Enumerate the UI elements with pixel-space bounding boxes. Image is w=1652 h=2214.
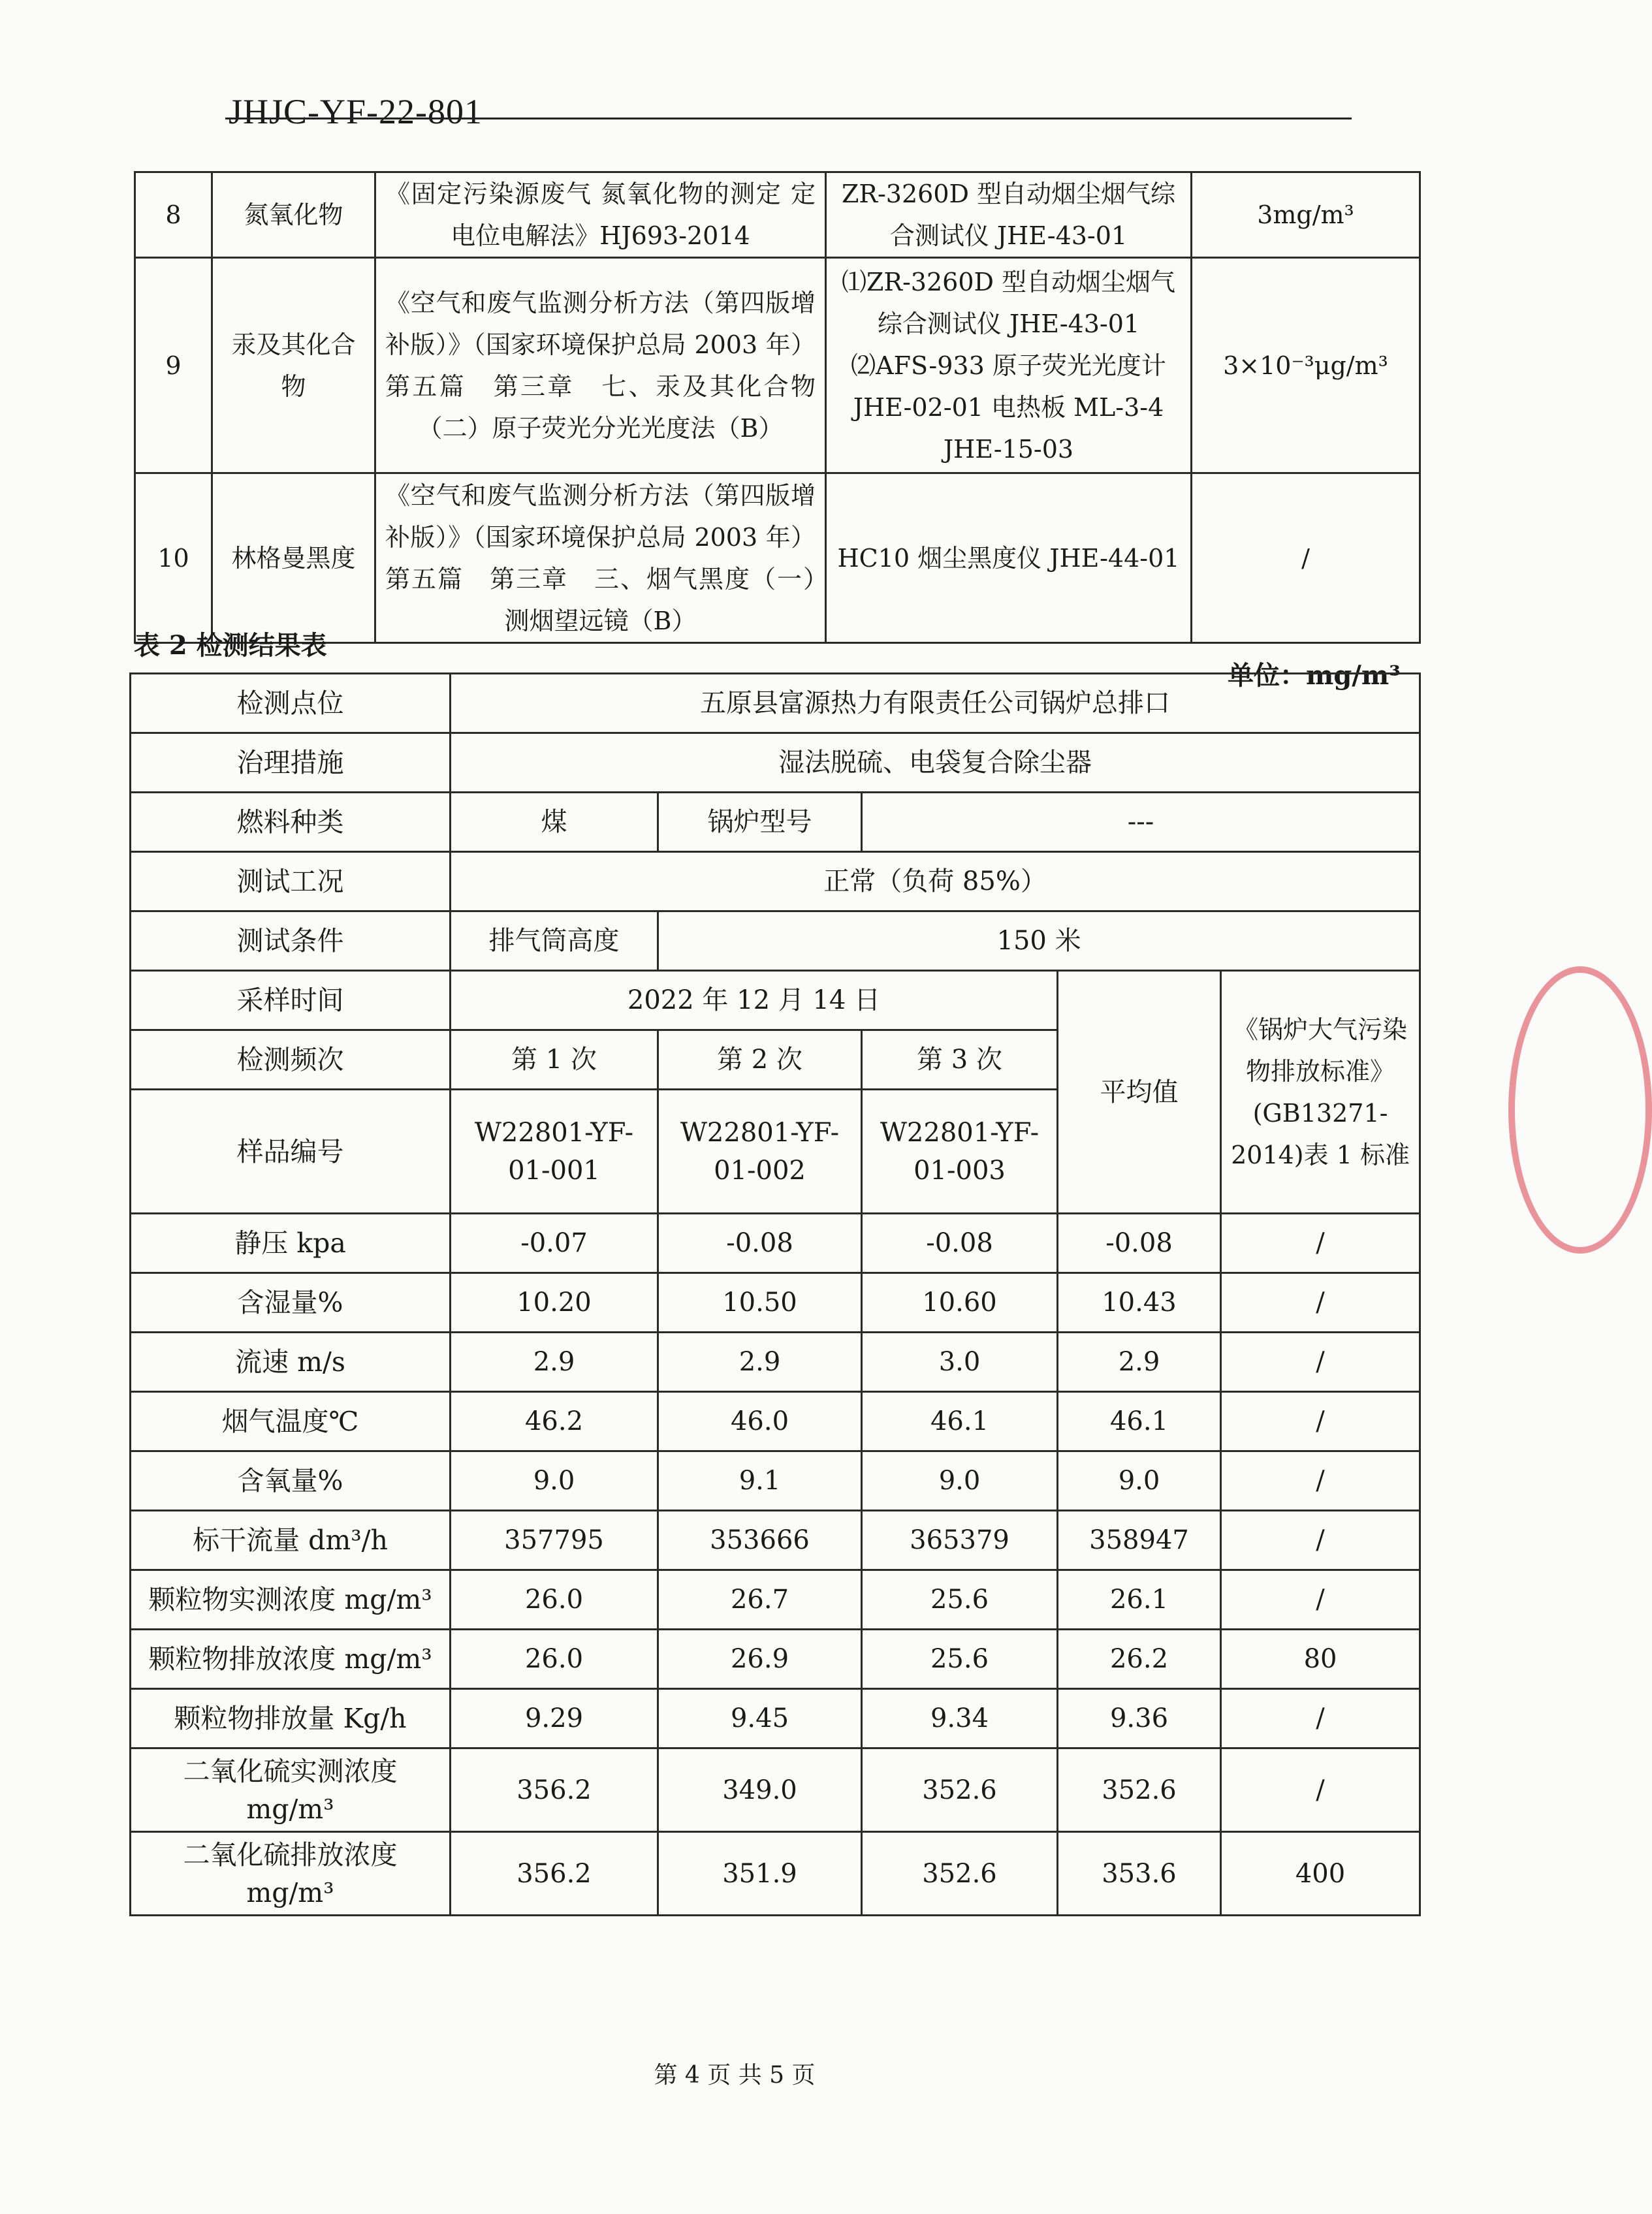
- value-run-2: 9.45: [658, 1689, 862, 1748]
- value-run-1: 9.0: [451, 1451, 658, 1511]
- value-standard: /: [1221, 1273, 1420, 1333]
- value-run-2: 46.0: [658, 1392, 862, 1451]
- run-label: 第 2 次: [658, 1030, 862, 1090]
- label-frequency: 检测频次: [131, 1030, 451, 1090]
- sample-id: W22801-YF-01-002: [658, 1090, 862, 1214]
- row-test-conditions: [131, 911, 1420, 971]
- run-label: 第 1 次: [451, 1030, 658, 1090]
- methods-table: [134, 171, 1421, 644]
- value-run-2: 2.9: [658, 1333, 862, 1392]
- methods-item: 汞及其化合物: [212, 258, 375, 473]
- value-run-1: 2.9: [451, 1333, 658, 1392]
- red-seal-stamp: [1508, 966, 1652, 1254]
- methods-instrument: ⑴ZR-3260D 型自动烟尘烟气综合测试仪 JHE-43-01 ⑵AFS-933 原子荧光光度计 JHE-02-01 电热板 ML-3-4 JHE-15-03: [826, 258, 1192, 473]
- methods-limit: 3×10⁻³μg/m³: [1192, 258, 1420, 473]
- value-average: 2.9: [1058, 1333, 1221, 1392]
- value-run-3: 352.6: [862, 1748, 1058, 1832]
- value-sample-time: 2022 年 12 月 14 日: [451, 971, 1058, 1030]
- parameter-name: 标干流量 dm³/h: [131, 1511, 451, 1570]
- value-standard: 80: [1221, 1630, 1420, 1689]
- value-run-3: 46.1: [862, 1392, 1058, 1451]
- parameter-name: 颗粒物排放量 Kg/h: [131, 1689, 451, 1748]
- label-fuel: 燃料种类: [131, 793, 451, 852]
- methods-no: 9: [135, 258, 212, 473]
- label-test-conditions: 测试条件: [131, 911, 451, 971]
- methods-instrument: ZR-3260D 型自动烟尘烟气综合测试仪 JHE-43-01: [826, 172, 1192, 258]
- value-run-1: 356.2: [451, 1832, 658, 1916]
- label-condition: 测试工况: [131, 852, 451, 911]
- label-sample-no: 样品编号: [131, 1090, 451, 1214]
- value-run-1: 10.20: [451, 1273, 658, 1333]
- sample-id: W22801-YF-01-003: [862, 1090, 1058, 1214]
- value-standard: /: [1221, 1748, 1420, 1832]
- label-standard: 《锅炉大气污染物排放标准》(GB13271-2014)表 1 标准: [1221, 971, 1420, 1214]
- value-average: 353.6: [1058, 1832, 1221, 1916]
- result-row: [131, 1748, 1420, 1832]
- methods-limit: 3mg/m³: [1192, 172, 1420, 258]
- parameter-name: 流速 m/s: [131, 1333, 451, 1392]
- parameter-name: 二氧化硫排放浓度 mg/m³: [131, 1832, 451, 1916]
- result-row: [131, 1630, 1420, 1689]
- methods-row: [135, 473, 1420, 643]
- value-run-2: 353666: [658, 1511, 862, 1570]
- value-stack-height: 150 米: [658, 911, 1420, 971]
- result-row: [131, 1511, 1420, 1570]
- row-condition: [131, 852, 1420, 911]
- value-run-3: 352.6: [862, 1832, 1058, 1916]
- value-average: 26.2: [1058, 1630, 1221, 1689]
- methods-method: 《空气和废气监测分析方法（第四版增补版）》（国家环境保护总局 2003 年）第五篇 第三章 三、烟气黑度（一） 测烟望远镜（B）: [375, 473, 826, 643]
- table2-unit: 单位：mg/m³: [1228, 660, 1401, 691]
- value-average: 9.36: [1058, 1689, 1221, 1748]
- result-row: [131, 1392, 1420, 1451]
- result-row: [131, 1273, 1420, 1333]
- value-standard: 400: [1221, 1832, 1420, 1916]
- methods-no: 10: [135, 473, 212, 643]
- methods-method: 《空气和废气监测分析方法（第四版增补版）》（国家环境保护总局 2003 年）第五篇 第三章 七、汞及其化合物（二）原子荧光分光光度法（B）: [375, 258, 826, 473]
- page-number: 第 4 页 共 5 页: [654, 2062, 816, 2089]
- value-fuel: 煤: [451, 793, 658, 852]
- value-run-3: 365379: [862, 1511, 1058, 1570]
- value-average: 46.1: [1058, 1392, 1221, 1451]
- value-run-2: 26.9: [658, 1630, 862, 1689]
- value-standard: /: [1221, 1511, 1420, 1570]
- value-standard: /: [1221, 1570, 1420, 1630]
- methods-item: 氮氧化物: [212, 172, 375, 258]
- value-standard: /: [1221, 1689, 1420, 1748]
- value-run-3: 3.0: [862, 1333, 1058, 1392]
- value-average: 26.1: [1058, 1570, 1221, 1630]
- methods-item: 林格曼黑度: [212, 473, 375, 643]
- value-average: 9.0: [1058, 1451, 1221, 1511]
- value-run-1: 356.2: [451, 1748, 658, 1832]
- result-row: [131, 1214, 1420, 1273]
- parameter-name: 二氧化硫实测浓度 mg/m³: [131, 1748, 451, 1832]
- result-row: [131, 1451, 1420, 1511]
- result-row: [131, 1689, 1420, 1748]
- value-condition: 正常（负荷 85%）: [451, 852, 1420, 911]
- label-location: 检测点位: [131, 674, 451, 733]
- value-run-3: -0.08: [862, 1214, 1058, 1273]
- label-average: 平均值: [1058, 971, 1221, 1214]
- value-average: -0.08: [1058, 1214, 1221, 1273]
- results-table: [129, 672, 1421, 1916]
- value-run-2: 26.7: [658, 1570, 862, 1630]
- row-location: [131, 674, 1420, 733]
- value-run-3: 9.0: [862, 1451, 1058, 1511]
- sample-id: W22801-YF-01-001: [451, 1090, 658, 1214]
- value-average: 10.43: [1058, 1273, 1221, 1333]
- row-fuel: [131, 793, 1420, 852]
- value-run-2: 10.50: [658, 1273, 862, 1333]
- methods-row: [135, 172, 1420, 258]
- value-run-1: 46.2: [451, 1392, 658, 1451]
- value-run-2: 351.9: [658, 1832, 862, 1916]
- row-treatment: [131, 733, 1420, 793]
- value-standard: /: [1221, 1214, 1420, 1273]
- methods-limit: /: [1192, 473, 1420, 643]
- value-average: 358947: [1058, 1511, 1221, 1570]
- header-rule: [225, 118, 1352, 119]
- parameter-name: 含氧量%: [131, 1451, 451, 1511]
- row-sample-time: [131, 971, 1420, 1030]
- result-row: [131, 1570, 1420, 1630]
- value-run-1: 26.0: [451, 1570, 658, 1630]
- result-row: [131, 1832, 1420, 1916]
- parameter-name: 颗粒物排放浓度 mg/m³: [131, 1630, 451, 1689]
- methods-row: [135, 258, 1420, 473]
- value-average: 352.6: [1058, 1748, 1221, 1832]
- methods-instrument: HC10 烟尘黑度仪 JHE-44-01: [826, 473, 1192, 643]
- value-run-1: 357795: [451, 1511, 658, 1570]
- value-run-1: 26.0: [451, 1630, 658, 1689]
- value-run-3: 25.6: [862, 1630, 1058, 1689]
- value-run-2: 349.0: [658, 1748, 862, 1832]
- value-standard: /: [1221, 1392, 1420, 1451]
- parameter-name: 静压 kpa: [131, 1214, 451, 1273]
- value-run-3: 9.34: [862, 1689, 1058, 1748]
- label-sample-time: 采样时间: [131, 971, 451, 1030]
- value-standard: /: [1221, 1333, 1420, 1392]
- value-run-1: 9.29: [451, 1689, 658, 1748]
- document-code: JHJC-YF-22-801: [229, 92, 483, 131]
- value-run-3: 10.60: [862, 1273, 1058, 1333]
- label-treatment: 治理措施: [131, 733, 451, 793]
- value-location: 五原县富源热力有限责任公司锅炉总排口: [451, 674, 1420, 733]
- value-treatment: 湿法脱硫、电袋复合除尘器: [451, 733, 1420, 793]
- value-run-2: 9.1: [658, 1451, 862, 1511]
- parameter-name: 含湿量%: [131, 1273, 451, 1333]
- result-row: [131, 1333, 1420, 1392]
- run-label: 第 3 次: [862, 1030, 1058, 1090]
- label-stack-height: 排气筒高度: [451, 911, 658, 971]
- value-run-1: -0.07: [451, 1214, 658, 1273]
- label-boiler-model: 锅炉型号: [658, 793, 862, 852]
- methods-no: 8: [135, 172, 212, 258]
- parameter-name: 烟气温度℃: [131, 1392, 451, 1451]
- table2-caption: 表 2 检测结果表: [134, 630, 327, 661]
- value-boiler-model: ---: [862, 793, 1420, 852]
- parameter-name: 颗粒物实测浓度 mg/m³: [131, 1570, 451, 1630]
- value-run-3: 25.6: [862, 1570, 1058, 1630]
- value-run-2: -0.08: [658, 1214, 862, 1273]
- methods-method: 《固定污染源废气 氮氧化物的测定 定电位电解法》HJ693-2014: [375, 172, 826, 258]
- value-standard: /: [1221, 1451, 1420, 1511]
